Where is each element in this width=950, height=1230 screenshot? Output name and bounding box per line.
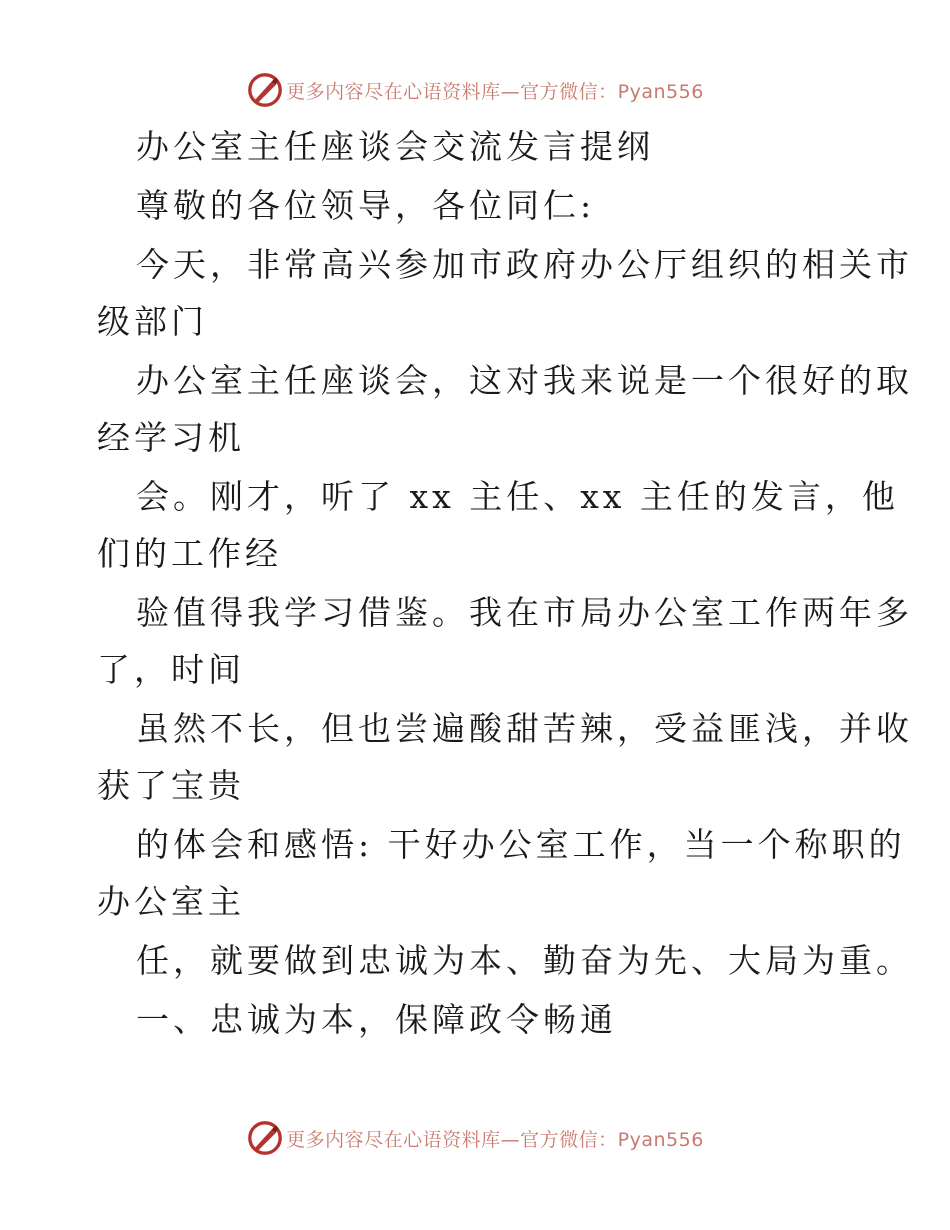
document-title: 办公室主任座谈会交流发言提纲	[136, 127, 654, 166]
paragraph-line: 验值得我学习借鉴。我在市局办公室工作两年多	[136, 593, 913, 632]
paragraph-line: 经学习机	[97, 418, 245, 457]
pen-logo-icon	[246, 71, 284, 109]
header-banner-text: 更多内容尽在心语资料库—官方微信：Pyan556	[286, 80, 704, 103]
paragraph-line: 了，时间	[97, 650, 245, 689]
paragraph-line: 办公室主	[97, 882, 245, 921]
footer-banner-text: 更多内容尽在心语资料库—官方微信：Pyan556	[286, 1128, 704, 1151]
paragraph-line: 级部门	[97, 302, 208, 341]
paragraph-line: 任，就要做到忠诚为本、勤奋为先、大局为重。	[136, 941, 913, 980]
paragraph-line: 会。刚才，听了 xx 主任、xx 主任的发言，他	[136, 477, 899, 516]
salutation: 尊敬的各位领导，各位同仁:	[136, 186, 596, 225]
paragraph-line: 们的工作经	[97, 534, 282, 573]
paragraph-line: 的体会和感悟: 干好办公室工作，当一个称职的	[136, 825, 906, 864]
header-banner	[0, 70, 950, 110]
paragraph-line: 办公室主任座谈会，这对我来说是一个很好的取	[136, 361, 913, 400]
paragraph-line: 获了宝贵	[97, 766, 245, 805]
paragraph-line: 虽然不长，但也尝遍酸甜苦辣，受益匪浅，并收	[136, 709, 913, 748]
paragraph-line: 今天，非常高兴参加市政府办公厅组织的相关市	[136, 245, 913, 284]
footer-banner	[0, 1118, 950, 1158]
pen-logo-icon	[246, 1119, 284, 1157]
section-heading: 一、忠诚为本，保障政令畅通	[136, 1000, 617, 1039]
